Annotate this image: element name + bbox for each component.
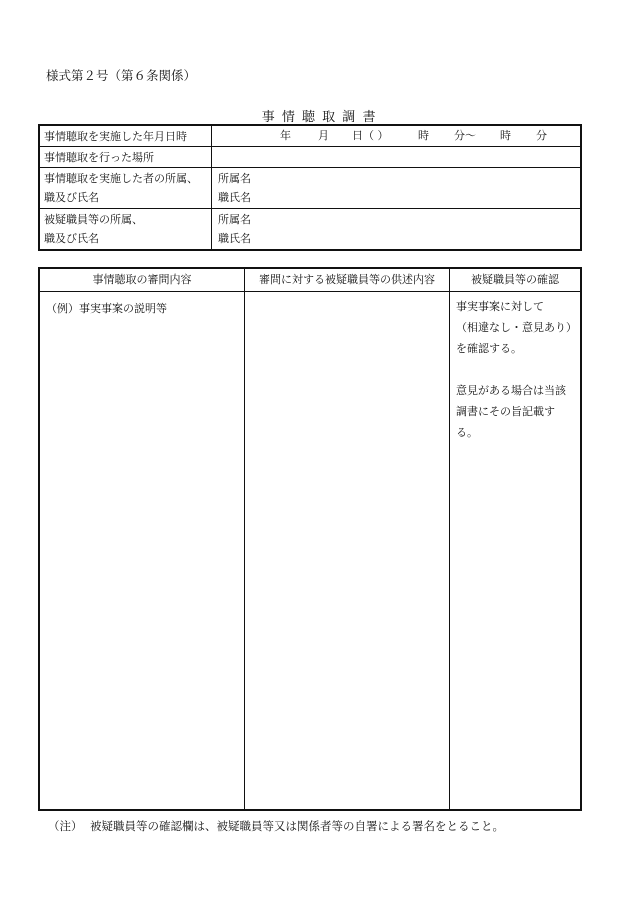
year-unit: 年 xyxy=(280,129,291,142)
footnote-label: （注） xyxy=(48,819,83,833)
footnote-text: 被疑職員等の確認欄は、被疑職員等又は関係者等の自署による署名をとること。 xyxy=(90,819,504,833)
day-unit: 日（ ） xyxy=(352,129,389,142)
confirmation-instructions: 事実事案に対して （相違なし・意見あり） を確認する。 意見がある場合は当該 調書にその旨記載す る。 xyxy=(456,300,577,439)
statements-header: 審問に対する被疑職員等の供述内容 xyxy=(245,269,449,292)
interviewer-affiliation-label: 所属名 xyxy=(218,172,251,185)
place-row xyxy=(40,146,580,167)
hour-end-unit: 時 xyxy=(500,129,511,142)
questions-header: 事情聴取の審問内容 xyxy=(40,269,244,292)
minute-end-unit: 分 xyxy=(536,129,547,142)
statements-column[interactable] xyxy=(245,269,450,809)
month-unit: 月 xyxy=(318,129,329,142)
datetime-label: 事情聴取を実施した年月日時 xyxy=(40,126,212,146)
suspect-affiliation-label: 所属名 xyxy=(218,213,251,226)
footnote xyxy=(48,818,504,834)
place-field[interactable] xyxy=(212,147,580,167)
datetime-row xyxy=(40,126,580,146)
datetime-field[interactable] xyxy=(212,126,580,146)
questions-column[interactable] xyxy=(40,269,245,809)
hearing-info-table xyxy=(38,124,582,251)
interviewer-row xyxy=(40,167,580,208)
hour-start-unit: 時 xyxy=(418,129,429,142)
suspect-label: 被疑職員等の所属、 職及び氏名 xyxy=(40,209,212,249)
questions-example: （例）事実事案の説明等 xyxy=(46,302,167,315)
hearing-content-table xyxy=(38,267,582,811)
interviewer-field[interactable] xyxy=(212,168,580,208)
confirmation-header: 被疑職員等の確認 xyxy=(450,269,580,292)
confirmation-column[interactable] xyxy=(450,269,580,809)
document-title: 事情聴取調書 xyxy=(261,110,383,125)
form-number: 様式第２号（第６条関係） xyxy=(46,68,197,83)
suspect-title-name-label: 職氏名 xyxy=(218,232,251,245)
suspect-row xyxy=(40,208,580,249)
place-label: 事情聴取を行った場所 xyxy=(40,147,212,167)
interviewer-label: 事情聴取を実施した者の所属、 職及び氏名 xyxy=(40,168,212,208)
minute-start-unit: 分～ xyxy=(454,129,476,142)
suspect-field[interactable] xyxy=(212,209,580,249)
interviewer-title-name-label: 職氏名 xyxy=(218,191,251,204)
